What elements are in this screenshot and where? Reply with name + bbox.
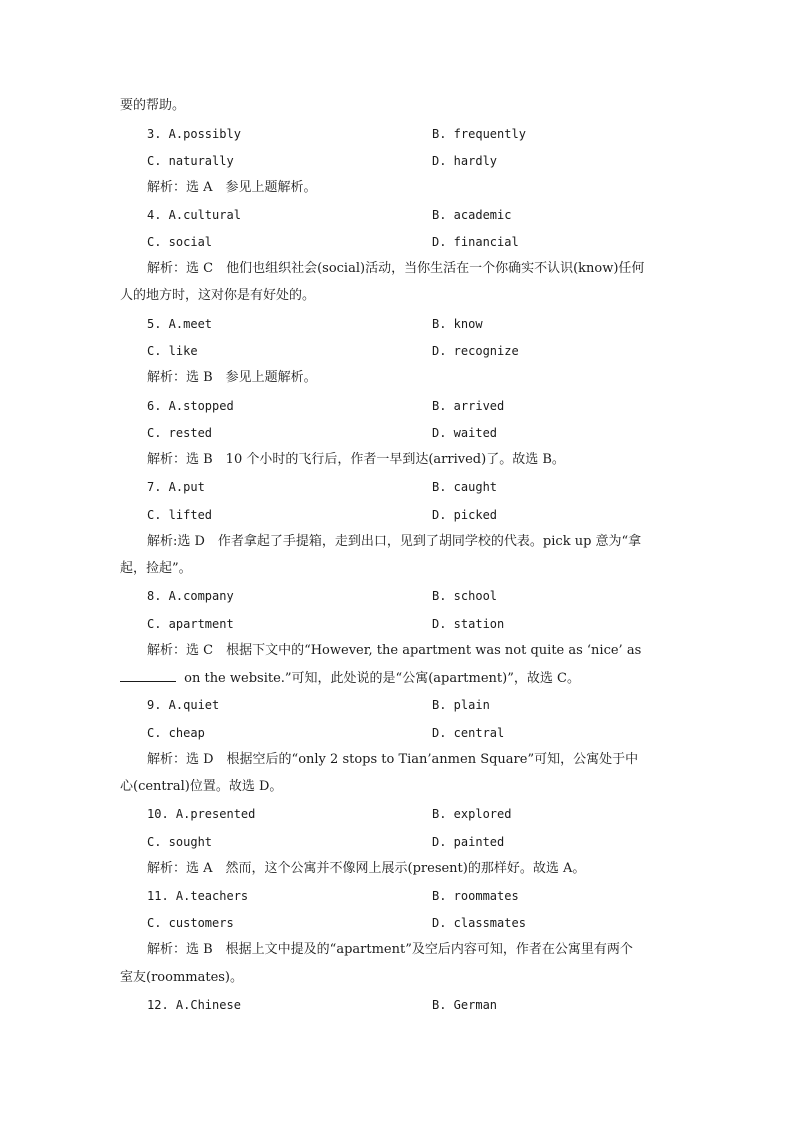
analysis-7-line1: 解析:选 D 作者拿起了手提箱，走到出口，见到了胡同学校的代表。pick up 意为“拿: [147, 534, 642, 549]
option-6d: D. waited: [432, 426, 498, 440]
option-5b: B. know: [432, 317, 483, 331]
option-7a: 7. A.put: [147, 480, 205, 494]
option-10a: 10. A.presented: [147, 807, 256, 821]
option-11a: 11. A.teachers: [147, 889, 249, 903]
option-4c: C. social: [147, 235, 213, 249]
analysis-10: 解析：选 A 然而，这个公寓并不像网上展示(present)的那样好。故选 A。: [147, 861, 586, 876]
option-7d: D. picked: [432, 508, 498, 522]
option-9c: C. cheap: [147, 726, 205, 740]
analysis-11-line2: 室友(roommates)。: [120, 970, 244, 985]
option-10c: C. sought: [147, 835, 213, 849]
analysis-4-line1: 解析：选 C 他们也组织社会(social)活动，当你生活在一个你确实不认识(know)任何: [147, 261, 645, 276]
option-3a: 3. A.possibly: [147, 127, 241, 141]
option-8b: B. school: [432, 589, 498, 603]
analysis-11-line1: 解析：选 B 根据上文中提及的“apartment”及空后内容可知，作者在公寓里有两个: [147, 942, 633, 957]
option-8c: C. apartment: [147, 617, 234, 631]
option-5d: D. recognize: [432, 344, 519, 358]
option-6c: C. rested: [147, 426, 213, 440]
analysis-8-line1: 解析：选 C 根据下文中的“However, the apartment was not quite as ‘nice’ as: [147, 643, 642, 658]
option-12b: B. German: [432, 998, 498, 1012]
analysis-9-line1: 解析：选 D 根据空后的“only 2 stops to Tian’anmen Square”可知，公寓处于中: [147, 752, 639, 767]
option-7b: B. caught: [432, 480, 498, 494]
analysis-5: 解析：选 B 参见上题解析。: [147, 370, 317, 385]
option-3c: C. naturally: [147, 154, 234, 168]
analysis-4-line2: 人的地方时，这对你是有好处的。: [120, 288, 316, 303]
analysis-3: 解析：选 A 参见上题解析。: [147, 180, 317, 195]
analysis-9-line2: 心(central)位置。故选 D。: [120, 779, 283, 794]
analysis-6: 解析：选 B 10 个小时的飞行后，作者一早到达(arrived)了。故选 B。: [147, 452, 565, 467]
option-6a: 6. A.stopped: [147, 399, 234, 413]
analysis-8-line2: [120, 670, 580, 687]
option-10b: B. explored: [432, 807, 512, 821]
option-5a: 5. A.meet: [147, 317, 213, 331]
option-3d: D. hardly: [432, 154, 498, 168]
option-11d: D. classmates: [432, 916, 526, 930]
option-5c: C. like: [147, 344, 198, 358]
option-8d: D. station: [432, 617, 505, 631]
text-line: 要的帮助。: [120, 98, 186, 113]
answer-blank: [120, 670, 176, 682]
option-8a: 8. A.company: [147, 589, 234, 603]
option-9a: 9. A.quiet: [147, 698, 220, 712]
option-9d: D. central: [432, 726, 505, 740]
option-12a: 12. A.Chinese: [147, 998, 241, 1012]
option-3b: B. frequently: [432, 127, 526, 141]
option-4b: B. academic: [432, 208, 512, 222]
option-6b: B. arrived: [432, 399, 505, 413]
option-10d: D. painted: [432, 835, 505, 849]
option-11c: C. customers: [147, 916, 234, 930]
analysis-8-line2-text: on the website.”可知，此处说的是“公寓(apartment)”，故选 C。: [180, 671, 580, 686]
option-4a: 4. A.cultural: [147, 208, 241, 222]
analysis-7-line2: 起，捡起”。: [120, 561, 192, 576]
option-9b: B. plain: [432, 698, 490, 712]
option-7c: C. lifted: [147, 508, 213, 522]
option-11b: B. roommates: [432, 889, 519, 903]
option-4d: D. financial: [432, 235, 519, 249]
